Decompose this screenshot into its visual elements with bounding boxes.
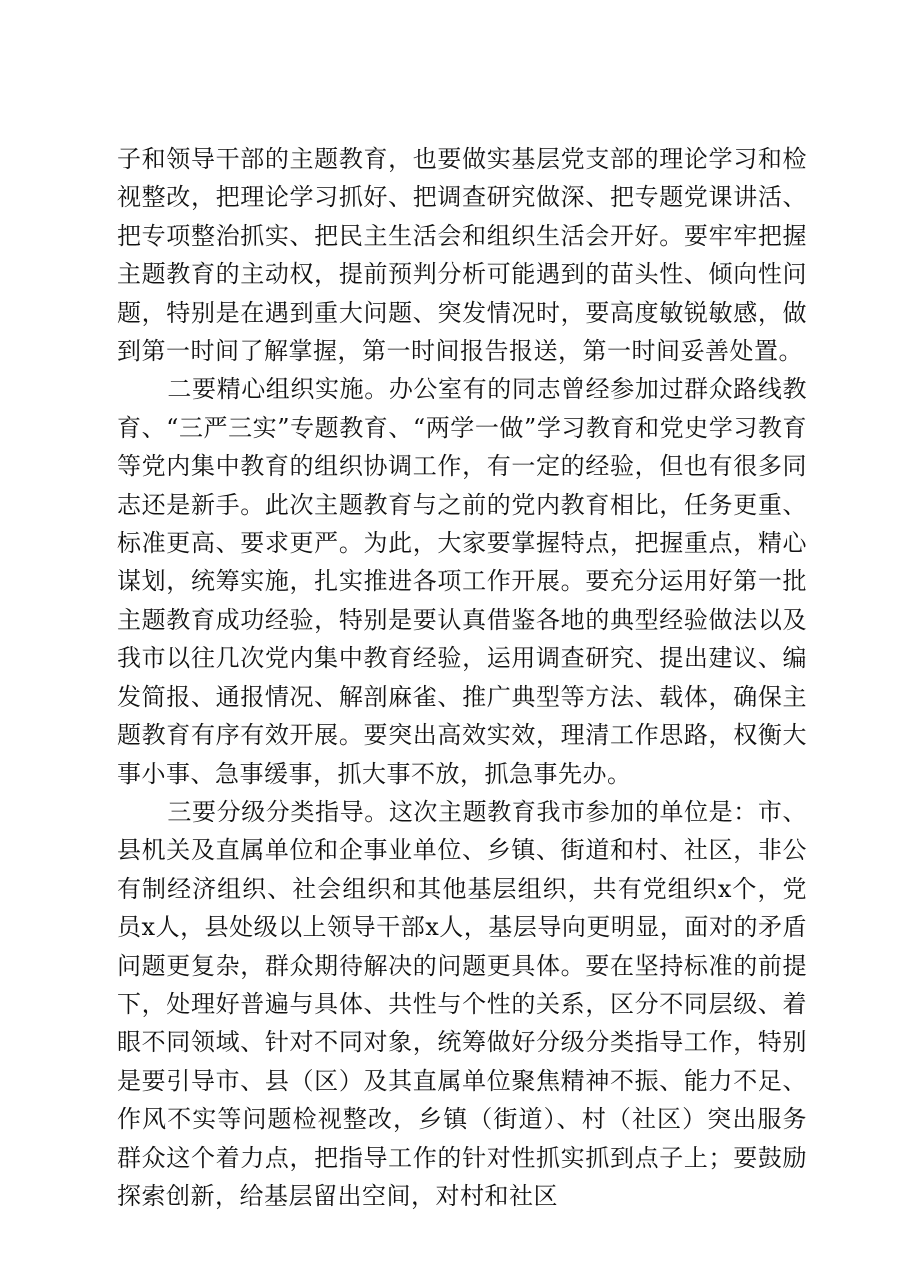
document-body <box>117 140 807 1215</box>
paragraph-section-two: 二要精心组织实施。办公室有的同志曾经参加过群众路线教育、“三严三实”专题教育、“两学一做”学习教育和党史学习教育等党内集中教育的组织协调工作，有一定的经验，但也有很多同志还是新手。此次主题教育与之前的党内教育相比，任务更重、标准更高、要求更严。为此，大家要掌握特点，把握重点，精心谋划，统筹实施，扎实推进各项工作开展。要充分运用好第一批主题教育成功经验，特别是要认真借鉴各地的典型经验做法以及我市以往几次党内集中教育经验，运用调查研究、提出建议、编发简报、通报情况、解剖麻雀、推广典型等方法、载体，确保主题教育有序有效开展。要突出高效实效，理清工作思路，权衡大事小事、急事缓事，抓大事不放，抓急事先办。 <box>117 375 807 788</box>
paragraph-continuation: 子和领导干部的主题教育，也要做实基层党支部的理论学习和检视整改，把理论学习抓好、把调查研究做深、把专题党课讲活、把专项整治抓实、把民主生活会和组织生活会开好。要牢牢把握主题教育的主动权，提前预判分析可能遇到的苗头性、倾向性问题，特别是在遇到重大问题、突发情况时，要高度敏锐敏感，做到第一时间了解掌握，第一时间报告报送，第一时间妥善处置。 <box>117 145 807 366</box>
paragraph-section-three: 三要分级分类指导。这次主题教育我市参加的单位是：市、县机关及直属单位和企事业单位、乡镇、街道和村、社区，非公有制经济组织、社会组织和其他基层组织，共有党组织x个，党员x人，县处级以上领导干部x人，基层导向更明显，面对的矛盾问题更复杂，群众期待解决的问题更具体。要在坚持标准的前提下，处理好普遍与具体、共性与个性的关系，区分不同层级、着眼不同领域、针对不同对象，统筹做好分级分类指导工作，特别是要引导市、县（区）及其直属单位聚焦精神不振、能力不足、作风不实等问题检视整改，乡镇（街道）、村（社区）突出服务群众这个着力点，把指导工作的针对性抓实抓到点子上；要鼓励探索创新，给基层留出空间，对村和社区 <box>117 797 807 1210</box>
